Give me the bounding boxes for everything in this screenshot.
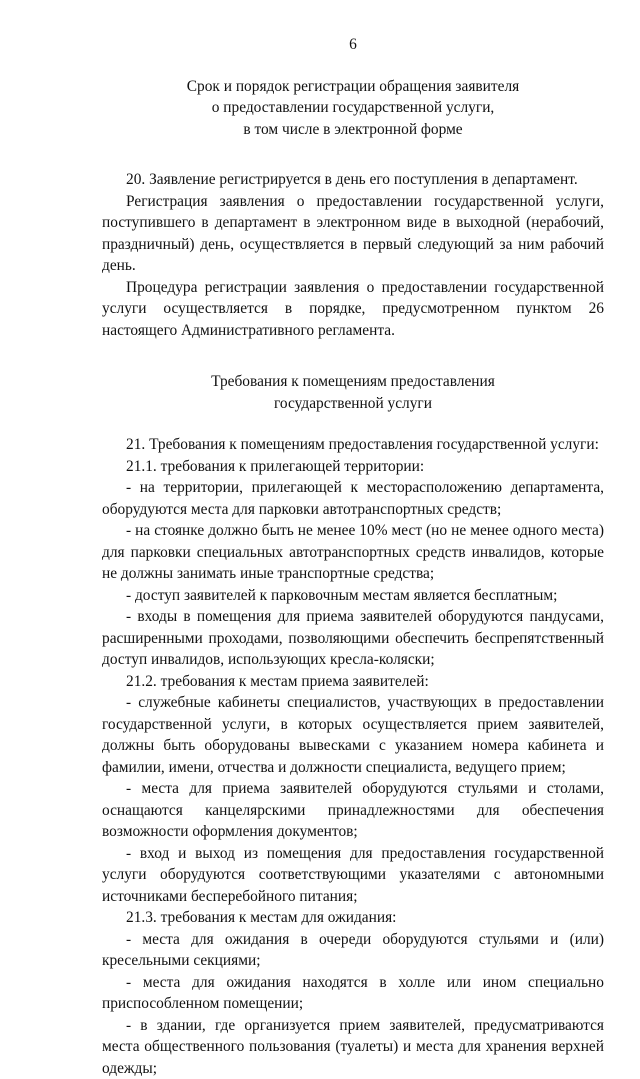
section-heading-registration [102, 76, 604, 141]
paragraph: - на стоянке должно быть не менее 10% мест (но не менее одного места) для парковки специальных автотранспортных средств инвалидов, которые не должны занимать иные транспортные средства; [102, 520, 604, 585]
heading-line: о предоставлении государственной услуги, [102, 97, 604, 119]
paragraph: 21.3. требования к местам для ожидания: [102, 907, 604, 929]
section-heading-premises [102, 371, 604, 414]
paragraph: - места для ожидания в очереди оборудуются стульями и (или) кресельными секциями; [102, 929, 604, 972]
paragraph: - вход и выход из помещения для предоставления государственной услуги оборудуются соответствующими указателями с автономными источниками бесперебойного питания; [102, 843, 604, 908]
paragraph: - входы в помещения для приема заявителей оборудуются пандусами, расширенными проходами, позволяющими обеспечить беспрепятственный доступ инвалидов, использующих кресла-коляски; [102, 606, 604, 671]
paragraph: Процедура регистрации заявления о предоставлении государственной услуги осуществляется в порядке, предусмотренном пунктом 26 настоящего Административного регламента. [102, 277, 604, 342]
paragraph: - в здании, где организуется прием заявителей, предусматриваются места общественного пользования (туалеты) и места для хранения верхней одежды; [102, 1015, 604, 1079]
paragraph: 21.1. требования к прилегающей территории: [102, 456, 604, 478]
heading-line: Срок и порядок регистрации обращения заявителя [102, 76, 604, 98]
paragraph: 21. Требования к помещениям предоставления государственной услуги: [102, 434, 604, 456]
paragraph: - служебные кабинеты специалистов, участвующих в предоставлении государственной услуги, в которых осуществляется прием заявителей, должны быть оборудованы вывесками с указанием номера кабинета и фамилии, имени, отчества и должности специалиста, ведущего прием; [102, 692, 604, 778]
page-number: 6 [102, 34, 604, 56]
heading-line: государственной услуги [102, 393, 604, 415]
heading-line: в том числе в электронной форме [102, 119, 604, 141]
paragraph: 21.2. требования к местам приема заявителей: [102, 671, 604, 693]
paragraph: - на территории, прилегающей к месторасположению департамента, оборудуются места для парковки автотранспортных средств; [102, 477, 604, 520]
paragraph: - места для приема заявителей оборудуются стульями и столами, оснащаются канцелярскими принадлежностями для обеспечения возможности оформления документов; [102, 778, 604, 843]
paragraph: - места для ожидания находятся в холле или ином специально приспособленном помещении; [102, 972, 604, 1015]
section-body-premises [102, 434, 604, 1079]
paragraph: 20. Заявление регистрируется в день его поступления в департамент. [102, 169, 604, 191]
paragraph: Регистрация заявления о предоставлении государственной услуги, поступившего в департамент в электронном виде в выходной (нерабочий, праздничный) день, осуществляется в первый следующий за ним рабочий день. [102, 191, 604, 277]
section-body-registration [102, 169, 604, 341]
heading-line: Требования к помещениям предоставления [102, 371, 604, 393]
paragraph: - доступ заявителей к парковочным местам является бесплатным; [102, 585, 604, 607]
